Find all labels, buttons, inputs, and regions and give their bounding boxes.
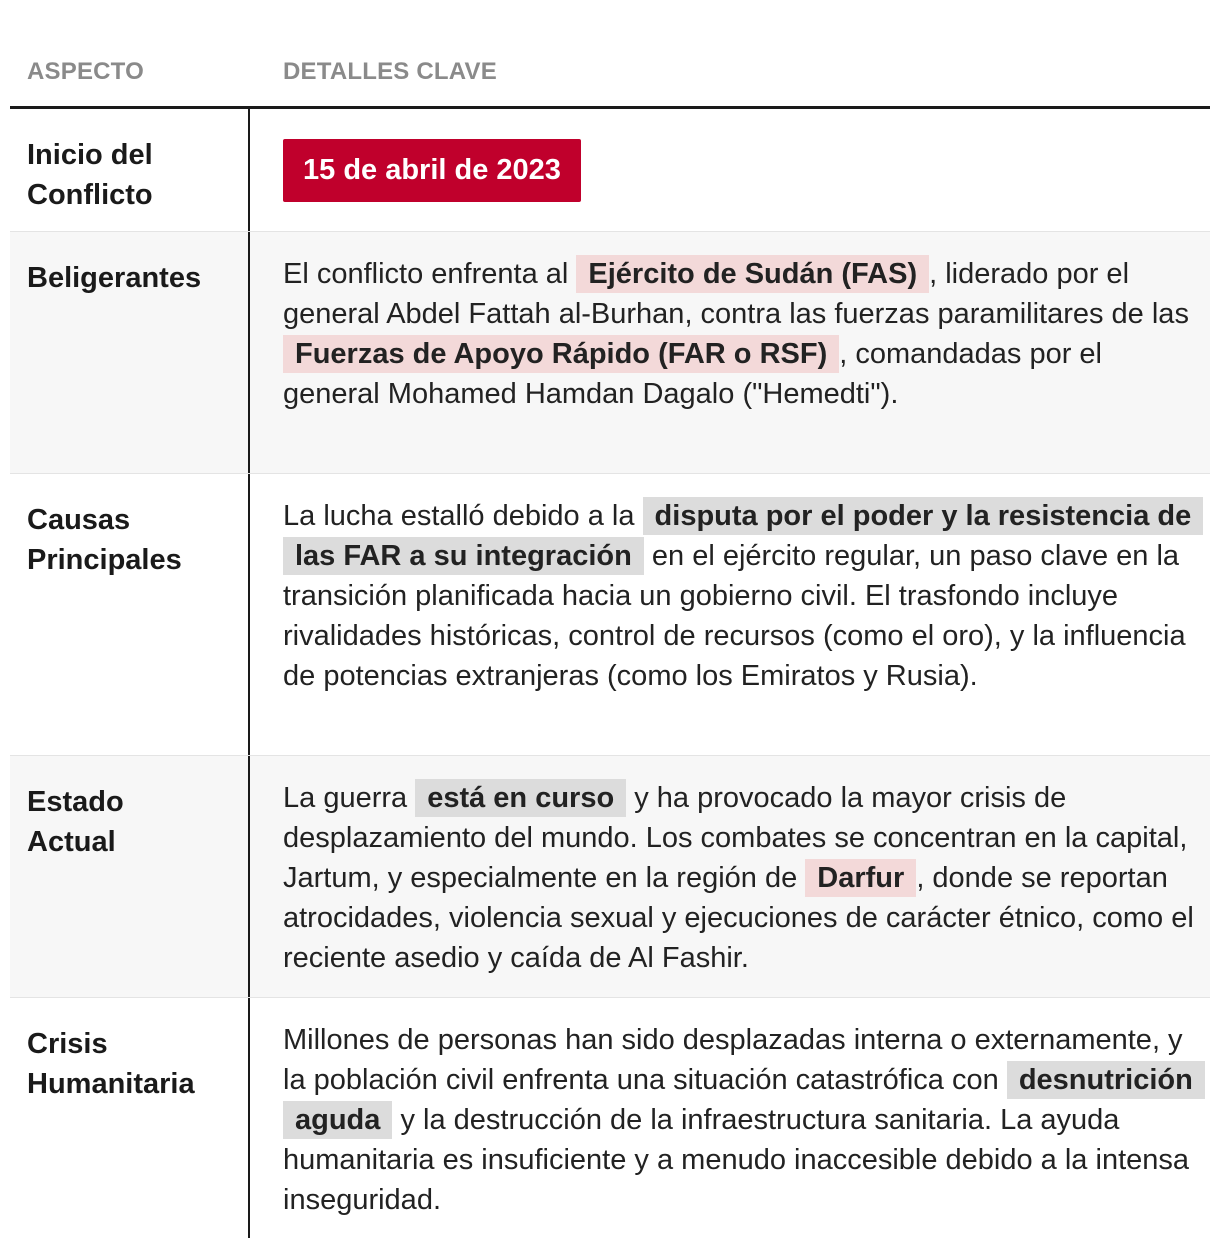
detail-cell <box>250 756 1210 997</box>
table-row-estado <box>10 756 1210 998</box>
aspect-cell: Estado Actual <box>10 756 250 997</box>
header-details: DETALLES CLAVE <box>283 58 497 85</box>
detail-text: El conflicto enfrenta al <box>283 258 577 290</box>
detail-text: , comandadas por el general Mohamed Hamdan Dagalo ("Hemedti"). <box>283 338 1103 410</box>
highlight-desnutricion: desnutrición aguda <box>283 1061 1205 1139</box>
aspect-cell: Beligerantes <box>10 232 250 473</box>
highlight-en-curso: está en curso <box>415 779 626 817</box>
start-date-badge: 15 de abril de 2023 <box>283 139 581 202</box>
aspect-cell: Causas Principales <box>10 474 250 755</box>
highlight-far: Fuerzas de Apoyo Rápido (FAR o RSF) <box>283 335 839 373</box>
table-row-causas <box>10 474 1210 756</box>
detail-text: y la destrucción de la infraestructura sanitaria. La ayuda humanitaria es insuficiente y a menudo inaccesible debido a la intensa inseguridad. <box>283 1104 1190 1216</box>
detail-text: y ha provocado la mayor crisis de desplazamiento del mundo. Los combates se concentran en la capital, Jartum, y especialmente en la región de <box>283 782 1188 894</box>
table-row-inicio <box>10 109 1210 232</box>
highlight-fas: Ejército de Sudán (FAS) <box>576 255 929 293</box>
detail-cell <box>250 474 1210 755</box>
detail-text: , donde se reportan atrocidades, violencia sexual y ejecuciones de carácter étnico, como el reciente asedio y caída de Al Fashir. <box>283 862 1194 974</box>
aspect-cell: Inicio del Conflicto <box>10 109 250 231</box>
highlight-darfur: Darfur <box>805 859 916 897</box>
table-row-beligerantes <box>10 232 1210 474</box>
detail-cell <box>250 109 1210 231</box>
detail-cell <box>250 232 1210 473</box>
detail-text: , liderado por el general Abdel Fattah al-Burhan, contra las fuerzas paramilitares de las <box>283 258 1189 330</box>
table-header <box>10 0 1210 109</box>
aspect-cell: Crisis Humanitaria <box>10 998 250 1238</box>
detail-text: La lucha estalló debido a la <box>283 500 643 532</box>
detail-text: La guerra <box>283 782 416 814</box>
highlight-disputa: disputa por el poder y la resistencia de las FAR a su integración <box>283 497 1203 575</box>
detail-cell <box>250 998 1210 1238</box>
table-row-crisis <box>10 998 1210 1238</box>
detail-text: Millones de personas han sido desplazadas interna o externamente, y la población civil enfrenta una situación catastrófica con <box>283 1024 1183 1096</box>
detail-text: en el ejército regular, un paso clave en la transición planificada hacia un gobierno civil. El trasfondo incluye rivalidades históricas, control de recursos (como el oro), y la influencia de potencias extranjeras (como los Emiratos y Rusia). <box>283 540 1186 692</box>
header-aspect: ASPECTO <box>27 58 144 85</box>
summary-table <box>10 0 1210 1238</box>
